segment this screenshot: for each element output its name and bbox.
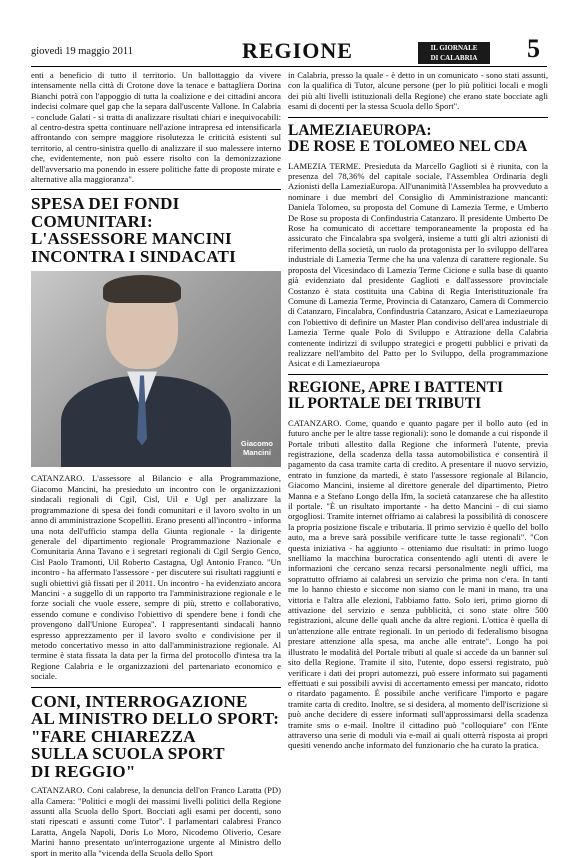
- article-lameziaeuropa: [288, 123, 548, 369]
- issue-date: giovedì 19 maggio 2011: [31, 46, 133, 57]
- right-column: [288, 70, 548, 751]
- left-intro-text: enti a beneficio di tutto il territorio. Un ballottaggio da vivere intensamente nella città di Crotone dove la tenace e battagliera Dorina Bianchi potrà con l'appoggio di tutta la coalizione e dei cittadini ancora indecisi colmare quel gap che la separa dall'uscente Vallone. In Calabria - conclude Galati - si tratta di analizzare risultati chiari e inequivocabili: al centro-destra spetta continuare nell'azione intrapresa ed intensificarla affrontando con sempre maggiore risolutezza le criticità esistenti sul territorio, al centro-sinistra quello di analizzare il suo malessere interno che, evidentemente, non può essere risolto con la demonizzazione dell'avversario ma ponendo in essere politiche fatte di proposte mirate e alternative alla maggioranza".: [31, 70, 281, 185]
- divider: [31, 189, 281, 190]
- page-header: [0, 0, 570, 74]
- left-column: [31, 70, 281, 858]
- header-rule: [31, 66, 547, 67]
- logo-line-1: IL GIORNALE: [430, 44, 478, 52]
- article-headline-line: DE ROSE E TOLOMEO NEL CDA: [288, 137, 528, 155]
- newspaper-logo: [418, 42, 490, 64]
- divider: [31, 687, 281, 688]
- article-body: CATANZARO. L'assessore al Bilancio e alla Programmazione, Giacomo Mancini, ha presieduto un incontro con le organizzazioni sindacali regionali di Cgil, Cisl, Uil e Ugl per analizzare la programmazione di spesa dei fondi comunitari e il lavoro svolto in un anno di amministrazione Scopelliti. Erano presenti all'incontro - informa una nota dell'ufficio stampa della Giunta regionale - la dirigente generale del dipartimento regionale Programmazione Nazionale e Comunitaria Anna Tavano e i segretari regionali di Cgil Sergio Genco, Cisl Paolo Tramonti, Uil Roberto Castagna, Ugl Antonio Franco. "Un incontro - ha affermato l'assessore - per discutere sui risultati raggiunti e sugli obiettivi già fissati per il 2011. Un incontro - ha evidenziato ancora Mancini - a suggello di un rapporto tra l'amministrazione regionale e le forze sociali che vuole essere, sempre di più, stretto e collaborativo, essendo comune e condiviso l'obiettivo di spendere bene i fondi che provengono dall'Unione Europea". I rappresentanti sindacali hanno espresso apprezzamento per il lavoro svolto e condivisione per il metodo concertativo messo in atto dall'amministrazione regionale. Al termine è stata fissata la data per la firma del protocollo d'intesa tra la Regione Calabria e le organizzazioni del partenariato economico e sociale.: [31, 473, 281, 682]
- caption-line: Mancini: [242, 448, 271, 458]
- article-headline-line: AL MINISTRO DELLO SPORT:: [31, 709, 280, 729]
- photo-caption: [241, 439, 273, 457]
- page-number: 5: [527, 34, 540, 63]
- article-portale-tributi: [288, 380, 548, 751]
- article-headline-line: DI REGGIO": [31, 761, 136, 781]
- article-body: CATANZARO. Come, quando e quanto pagare per il bollo auto (ed in futuro anche per le altre tasse regionali): sono le domande a cui risponde il Portale tributi allestito dalla Regione che informerà l'utente, previa registrazione, della scadenza della tassa automobilistica e consentirà il pagamento da casa tramite carta di credito. A presentare il nuovo servizio, entrato in funzione da martedì, è stato l'assessore regionale al Bilancio, Giacomo Mancini, insieme al direttore generale del dipartimento, Pietro Manna e a Stefano Longo della Ifm, la società catanzarese che ha allestito il portale. "È un risultato importante - ha detto Mancini - di cui siamo orgogliosi. Tramite internet offriamo ai calabresi la possibilità di conoscere la propria posizione fiscale e tributaria. Il primo servizio è quello del bollo auto, ma a breve sarà possibile verificare tutte le tasse regionali". "Con questa iniziativa - ha aggiunto - otteniamo due risultati: in primo luogo snelliamo la macchina burocratica consentendo agli utenti di avere le informazioni che cercano senza recarsi personalmente negli uffici, ma soprattutto offriamo ai calabresi un servizio che prima non c'era. In tanti me lo hanno chiesto e siccome non siamo con le mani in mano, tra una vittoria e l'altra alle elezioni, l'abbiamo fatto. Solo ieri, primo giorno di attivazione del servizio e senza pubblicità, ci sono state oltre 500 registrazioni, alcune delle quali anche da altre regioni. L'ottica è quella di un'attenzione alle entrate regionali. In un periodo di federalismo bisogna prestare attenzione alla spesa, ma anche alle entrate". Longo ha poi illustrato le modalità del Portale tributi al quale si accede da un banner sul sito della Regione. Tramite il sito, l'utente, dopo essersi registrato, può verificare i dati dei propri automezzi, può essere informato sui pagamenti effettuati e sui possibili avvisi di accertamento emessi per mancato, ridotto o ritardato pagamento. È possibile anche verificare l'importo e pagare tramite carta di credito. Inoltre, se si desidera, al momento dell'iscrizione si può anche decidere di essere informati sull'approssimarsi della scadenza tramite sms o e-mail. Inoltre il cittadino può "colloquiare" con l'Ente attraverso una serie di moduli via e-mail ai quali otterrà risposta ai propri quesiti venendo anche informato del funzionario che ha curato la pratica.: [288, 417, 548, 751]
- article-headline-line: LAMEZIAEUROPA:: [288, 121, 432, 139]
- divider: [288, 117, 548, 118]
- article-headline-line: "FARE CHIAREZZA: [31, 726, 196, 746]
- divider: [288, 374, 548, 375]
- logo-line-2: DI CALABRIA: [430, 54, 478, 62]
- photo-hair: [103, 275, 181, 303]
- article-headline-line: SPESA DEI FONDI COMUNITARI:: [31, 194, 180, 231]
- article-headline-line: IL PORTALE DEI TRIBUTI: [288, 394, 482, 412]
- article-headline-line: L'ASSESSORE MANCINI: [31, 229, 232, 249]
- article-headline-line: INCONTRA I SINDACATI: [31, 246, 236, 266]
- article-body: CATANZARO. Coni calabrese, la denuncia dell'on Franco Laratta (PD) alla Camera: "Politici e mogli dei massimi livelli politici della Regione assunti alla Scuola dello Sport. Bocciati agli esami per docenti, sono stati ripescati e assunti come Tutor". I parlamentari calabresi Franco Laratta, Angela Napoli, Doris Lo Moro, Nicodemo Oliverio, Cesare Marini hanno presentato un'interrogazione urgente al Ministro dello sport in merito alla "vicenda della Scuola dello Sport: [31, 785, 281, 858]
- right-intro-text: in Calabria, presso la quale - è detto in un comunicato - sono stati assunti, con la qualifica di Tutor, alcune persone (per lo più politici locali e mogli dei più alti livelli istituzionali della Regione) che erano state bocciate agli esami di docenti per la stessa Scuola dello Sport".: [288, 70, 548, 112]
- article-coni: [31, 693, 281, 858]
- article-headline-line: CONI, INTERROGAZIONE: [31, 691, 248, 711]
- article-headline-line: SULLA SCUOLA SPORT: [31, 744, 225, 764]
- caption-line: Giacomo: [240, 439, 273, 449]
- portrait-photo: [31, 271, 281, 467]
- section-title: REGIONE: [242, 38, 353, 63]
- article-headline-line: REGIONE, APRE I BATTENTI: [288, 378, 504, 396]
- article-fondi-comunitari: [31, 195, 281, 681]
- article-body: LAMEZIA TERME. Presieduta da Marcello Gaglioti si è riunita, con la presenza del 78,36% del capitale sociale, l'Assemblea Ordinaria degli Azionisti della LameziaEuropa. All'unanimità l'Assemblea ha provveduto a nominare i due membri del Consiglio di Amministrazione mancanti: Daniela Tolomeo, su proposta del Comune di Lamezia Terme, e Umberto De Rose su proposta di Confindustria Catanzaro. Il presidente Umberto De Rose ha comunicato di accettare temporaneamente la proposta ed ha assicurato che Fincalabra spa svolgerà, insieme a tutti gli altri azionisti di riferimento della società, un ruolo da protagonista per lo sviluppo dell'area industriale di Lamezia Terme che ha una valenza di carattere regionale. Su proposta del Vicesindaco di Lamezia Terme Cicione e sulla base di quanto già evidenziato dal presidente Gaglioti e dall'assessore provinciale Costanzo è stata costituita una Cabina di Regia Interistituzionale fra Comune di Lamezia Terme, Provincia di Catanzaro, Camera di Commercio di Catanzaro, Fincalabra, Confindustria Catanzaro, Asicat e Lameziaeuropa con l'obiettivo di definire un Master Plan condiviso dell'area industriale di Lamezia Terme quale Polo di Sviluppo e Attrazione della Calabria contenente indirizzi di sviluppo strategici e progetti pubblici e privati da realizzare nell'ambito del Patto per lo Sviluppo, della programmazione Asicat e di Lameziaeuropa: [288, 160, 548, 369]
